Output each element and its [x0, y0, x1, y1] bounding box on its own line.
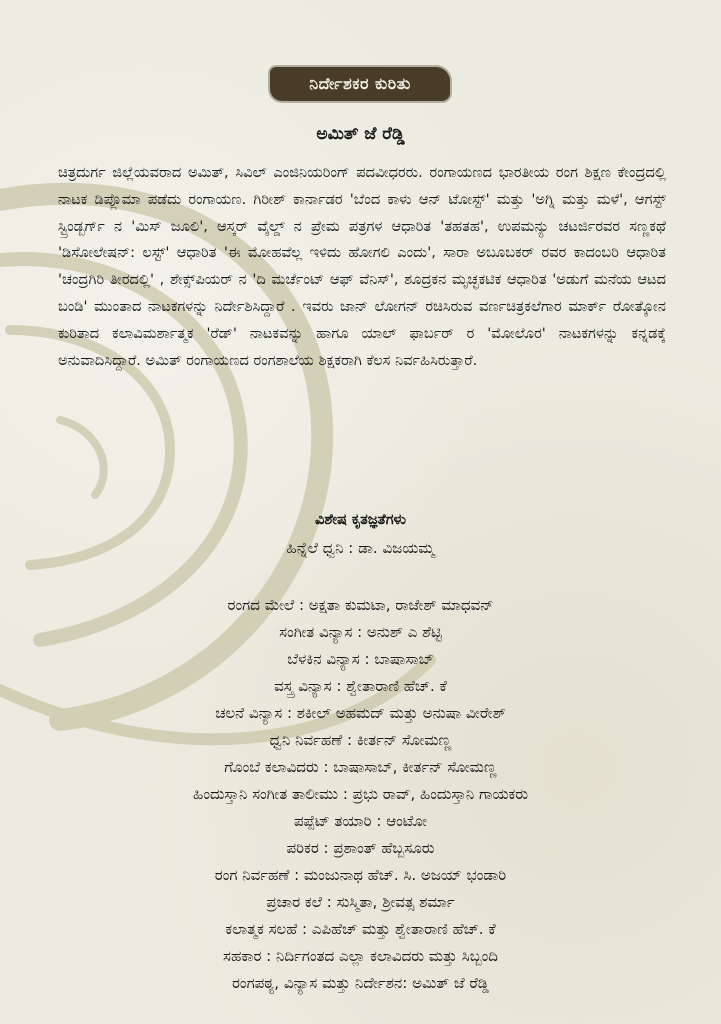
credit-line: ಪ್ರಚಾರ ಕಲೆ : ಸುಸ್ಮಿತಾ, ಶ್ರೀವತ್ಸ ಶರ್ಮಾ: [266, 893, 455, 911]
credit-line: ವಸ್ತ್ರ ವಿನ್ಯಾಸ : ಶ್ವೇತಾರಾಣಿ ಹೆಚ್. ಕೆ: [274, 677, 447, 695]
credit-spacer: [0, 562, 721, 592]
credit-line: ಚಲನೆ ವಿನ್ಯಾಸ : ಶಕೀಲ್ ಅಹಮದ್ ಮತ್ತು ಅನುಷಾ ವೀರೇಶ್: [215, 704, 506, 722]
credit-line: ರಂಗದ ಮೇಲೆ : ಅಕ್ಷತಾ ಕುಮಟಾ, ರಾಜೇಶ್ ಮಾಧವನ್: [227, 596, 494, 614]
credit-line: ಹಿಂದುಸ್ತಾನಿ ಸಂಗೀತ ತಾಲೀಮು : ಪ್ರಭು ರಾವ್, ಹಿಂದುಸ್ತಾನಿ ಗಾಯಕರು: [193, 785, 528, 803]
credits-title: ವಿಶೇಷ ಕೃತಜ್ಞತೆಗಳು: [314, 512, 407, 528]
credit-line: ರಂಗಪಠ್ಯ, ವಿನ್ಯಾಸ ಮತ್ತು ನಿರ್ದೇಶನ: ಅಮಿತ್ ಜೆ ರೆಡ್ಡಿ: [231, 974, 490, 992]
section-banner: [270, 67, 450, 101]
credit-line: ಕಲಾತ್ಮಕ ಸಲಹೆ : ಎಪಿಹೆಚ್ ಮತ್ತು ಶ್ವೇತಾರಾಣಿ ಹೆಚ್. ಕೆ: [225, 920, 496, 938]
credit-line: ಪರಿಕರ : ಪ್ರಶಾಂತ್ ಹೆಬ್ಬಸೂರು: [286, 839, 435, 857]
director-name: ಅಮಿತ್ ಜೆ ರೆಡ್ಡಿ: [316, 124, 405, 144]
credit-line: ರಂಗ ನಿರ್ವಹಣೆ : ಮಂಜುನಾಥ ಹೆಚ್. ಸಿ. ಅಜಯ್ ಭಂಡಾರಿ: [214, 866, 507, 884]
credit-line: ಸಹಕಾರ : ನಿರ್ದಿಗಂತದ ಎಲ್ಲಾ ಕಲಾವಿದರು ಮತ್ತು ಸಿಬ್ಬಂದಿ: [223, 947, 498, 965]
director-bio: ಚಿತ್ರದುರ್ಗ ಜಿಲ್ಲೆಯವರಾದ ಅಮಿತ್, ಸಿವಿಲ್ ಎಂಜಿನಿಯರಿಂಗ್ ಪದವೀಧರರು. ರಂಗಾಯಣದ ಭಾರತೀಯ ರಂಗ ಶಿಕ್ಷಣ ಕೇಂದ್ರದಲ್ಲಿ ನಾಟಕ ಡಿಪ್ಲೊಮಾ ಪಡೆದು ರಂಗಾಯಣ. ಗಿರೀಶ್ ಕಾರ್ನಾಡರ 'ಬೆಂದ ಕಾಳು ಆನ್ ಟೋಸ್ಟ್' ಮತ್ತು 'ಅಗ್ನಿ ಮತ್ತು ಮಳೆ', ಆಗಸ್ಟ್ ಸ್ಟ್ರಿಂಡ್ಬರ್ಗ್ ನ 'ಮಿಸ್ ಜೂಲಿ', ಆಸ್ಕರ್ ವೈಲ್ಡ್ ನ ಪ್ರೇಮ ಪತ್ರಗಳ ಆಧಾರಿತ 'ತಹತಹ', ಉಪಮನ್ಯು ಚಟರ್ಜಿರವರ ಸಣ್ಣಕಥೆ 'ಡಿಸೋಲೇಷನ್: ಲಸ್ಟ್' ಆಧಾರಿತ 'ಈ ಮೋಹವೆಲ್ಲ ಇಳಿದು ಹೋಗಲಿ ಎಂದು', ಸಾರಾ ಅಬೂಬಕರ್ ರವರ ಕಾದಂಬರಿ ಆಧಾರಿತ 'ಚಂದ್ರಗಿರಿ ತೀರದಲ್ಲಿ' , ಶೇಕ್ಸ್‌ಪಿಯರ್ ನ 'ದಿ ಮರ್ಚೆಂಟ್ ಆಫ್ ವೆನಿಸ್', ಶೂದ್ರಕನ ಮೃಚ್ಛಕಟಿಕ ಆಧಾರಿತ 'ಅಡುಗೆ ಮನೆಯ ಆಟದ ಬಂಡಿ' ಮುಂತಾದ ನಾಟಕಗಳನ್ನು ನಿರ್ದೇಶಿಸಿದ್ದಾರೆ . ಇವರು ಜಾನ್ ಲೋಗನ್ ರಚಿಸಿರುವ ವರ್ಣಚಿತ್ರಕಲೆಗಾರ ಮಾರ್ಕ್ ರೋತ್ಕೋನ ಕುರಿತಾದ ಕಲಾವಿಮರ್ಶಾತ್ಮಕ 'ರೆಡ್' ನಾಟಕವನ್ನು ಹಾಗೂ ಯಾಲ್ ಫಾರ್ಬರ್ ರ 'ಮೋಲೊರ' ನಾಟಕಗಳನ್ನು ಕನ್ನಡಕ್ಕೆ ಅನುವಾದಿಸಿದ್ದಾರೆ. ಅಮಿತ್ ರಂಗಾಯಣದ ರಂಗಶಾಲೆಯ ಶಿಕ್ಷಕರಾಗಿ ಕೆಲಸ ನಿರ್ವಹಿಸಿರುತ್ತಾರೆ.: [58, 164, 666, 369]
credit-line: ಗೊಂಬೆ ಕಲಾವಿದರು : ಬಾಷಾಸಾಬ್, ಕೀರ್ತನ್ ಸೋಮಣ್ಣ: [224, 758, 497, 776]
credit-line: ಪಪ್ಪೆಟ್ ತಯಾರಿ : ಆಂಟೋ: [293, 812, 428, 830]
credit-line: ಬೆಳಕಿನ ವಿನ್ಯಾಸ : ಬಾಷಾಸಾಬ್: [287, 650, 434, 668]
section-title: ನಿರ್ದೇಶಕರ ಕುರಿತು: [309, 74, 411, 93]
credit-line: ಹಿನ್ನೆಲೆ ಧ್ವನಿ : ಡಾ. ವಿಜಯಮ್ಮ: [286, 539, 435, 557]
credits-list: [0, 535, 721, 997]
credit-line: ಧ್ವನಿ ನಿರ್ವಹಣೆ : ಕೀರ್ತನ್ ಸೋಮಣ್ಣ: [269, 731, 452, 749]
credit-line: ಸಂಗೀತ ವಿನ್ಯಾಸ : ಅನುಶ್ ಎ ಶೆಟ್ಟಿ: [279, 623, 442, 641]
